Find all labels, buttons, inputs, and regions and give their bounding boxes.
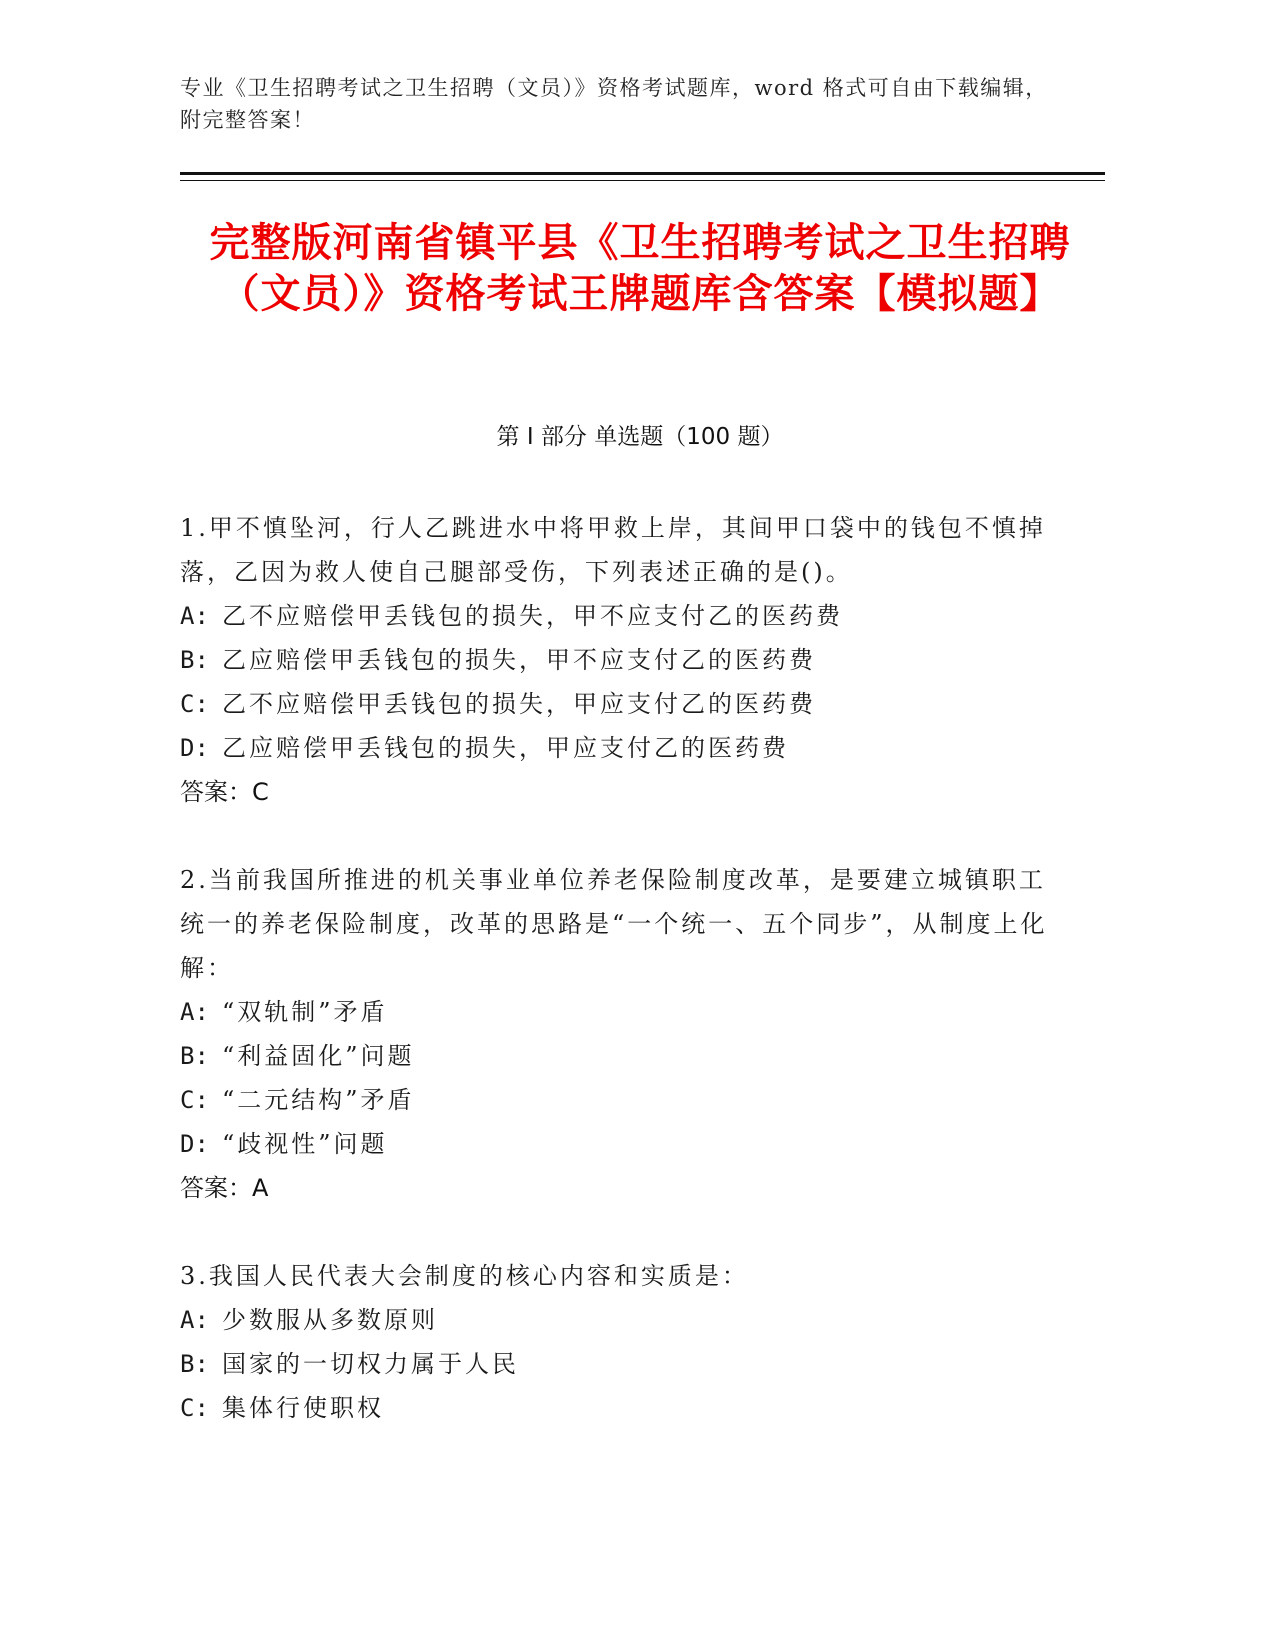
question-stem: 1.甲不慎坠河，行人乙跳进水中将甲救上岸，其间甲口袋中的钱包不慎掉落，乙因为救人使自己腿部受伤，下列表述正确的是()。 bbox=[180, 514, 1046, 586]
option-d bbox=[180, 1122, 1060, 1166]
answer: 答案：C bbox=[180, 778, 269, 806]
question-list bbox=[180, 506, 1060, 1474]
option-text: 乙应赔偿甲丢钱包的损失，甲不应支付乙的医药费 bbox=[222, 646, 816, 674]
header-note: 专业《卫生招聘考试之卫生招聘（文员）》资格考试题库，word 格式可自由下载编辑，附完整答案！ bbox=[180, 76, 1048, 132]
option-text: 乙不应赔偿甲丢钱包的损失，甲不应支付乙的医药费 bbox=[222, 602, 843, 630]
option-b bbox=[180, 1342, 1060, 1386]
question-stem: 3.我国人民代表大会制度的核心内容和实质是： bbox=[180, 1262, 749, 1290]
option-key: B: bbox=[180, 1042, 209, 1070]
option-c bbox=[180, 1386, 1060, 1430]
option-key: A: bbox=[180, 998, 209, 1026]
header-rule-thick bbox=[180, 172, 1105, 175]
document-title: 完整版河南省镇平县《卫生招聘考试之卫生招聘（文员）》资格考试王牌题库含答案【模拟题】 bbox=[209, 220, 1071, 317]
option-text: 集体行使职权 bbox=[222, 1394, 384, 1422]
option-text: 乙不应赔偿甲丢钱包的损失，甲应支付乙的医药费 bbox=[222, 690, 816, 718]
option-d bbox=[180, 726, 1060, 770]
option-key: D: bbox=[180, 734, 209, 762]
option-a bbox=[180, 1298, 1060, 1342]
option-a bbox=[180, 594, 1060, 638]
option-key: D: bbox=[180, 1130, 209, 1158]
option-b bbox=[180, 638, 1060, 682]
option-key: A: bbox=[180, 602, 209, 630]
option-key: C: bbox=[180, 690, 209, 718]
option-b bbox=[180, 1034, 1060, 1078]
option-text: “利益固化”问题 bbox=[222, 1042, 415, 1070]
option-text: “双轨制”矛盾 bbox=[222, 998, 388, 1026]
question-2 bbox=[180, 858, 1060, 1210]
option-c bbox=[180, 682, 1060, 726]
question-3 bbox=[180, 1254, 1060, 1430]
answer: 答案：A bbox=[180, 1174, 269, 1202]
header-rule-thin bbox=[180, 180, 1105, 181]
section-title: 第 I 部分 单选题（100 题） bbox=[496, 424, 784, 450]
option-a bbox=[180, 990, 1060, 1034]
question-stem: 2.当前我国所推进的机关事业单位养老保险制度改革，是要建立城镇职工统一的养老保险制度，改革的思路是“一个统一、五个同步”，从制度上化解： bbox=[180, 866, 1048, 982]
option-key: C: bbox=[180, 1086, 209, 1114]
option-text: 少数服从多数原则 bbox=[222, 1306, 438, 1334]
option-c bbox=[180, 1078, 1060, 1122]
option-text: 乙应赔偿甲丢钱包的损失，甲应支付乙的医药费 bbox=[222, 734, 789, 762]
option-text: “歧视性”问题 bbox=[222, 1130, 388, 1158]
option-key: B: bbox=[180, 1350, 209, 1378]
option-text: 国家的一切权力属于人民 bbox=[222, 1350, 519, 1378]
option-text: “二元结构”矛盾 bbox=[222, 1086, 415, 1114]
option-key: B: bbox=[180, 646, 209, 674]
option-key: C: bbox=[180, 1394, 209, 1422]
question-1 bbox=[180, 506, 1060, 814]
option-key: A: bbox=[180, 1306, 209, 1334]
